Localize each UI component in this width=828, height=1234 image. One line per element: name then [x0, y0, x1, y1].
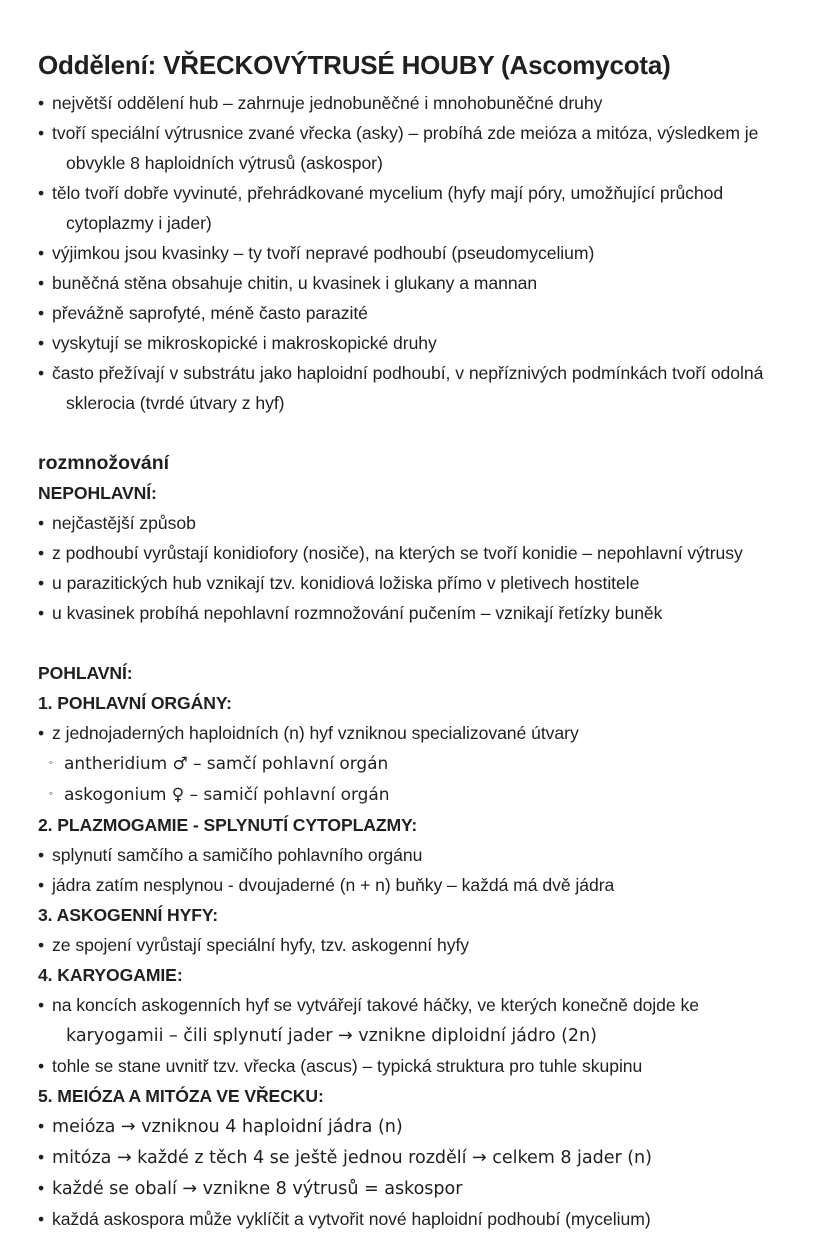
list-item: [38, 1204, 790, 1234]
bullet-icon: •: [38, 363, 45, 383]
list-item: [38, 718, 790, 748]
list-item-text: na koncích askogenních hyf se vytvářejí takové háčky, ve kterých konečně dojde ke: [52, 995, 699, 1015]
list-item: [38, 328, 790, 358]
list-item: [38, 870, 790, 900]
list-item-text: vyskytují se mikroskopické i makroskopické druhy: [52, 333, 437, 353]
page-title: Oddělení: VŘECKOVÝTRUSÉ HOUBY (Ascomycota): [38, 50, 671, 80]
list-item-text: často přežívají v substrátu jako haploidní podhoubí, v nepříznivých podmínkách tvoří odolná: [52, 363, 764, 383]
stage-heading-karyogamy: 4. KARYOGAMIE:: [38, 965, 183, 985]
list-item: [38, 1051, 790, 1081]
section-spacer: [38, 628, 790, 658]
list-item-continuation: [38, 208, 790, 238]
stage-heading-sexual-organs: 1. POHLAVNÍ ORGÁNY:: [38, 693, 232, 713]
bullet-icon: •: [38, 1116, 45, 1136]
list-item: [38, 568, 790, 598]
stage-heading-meiosis-mitosis: 5. MEIÓZA A MITÓZA VE VŘECKU:: [38, 1086, 324, 1106]
list-item-text: u parazitických hub vznikají tzv. konidiová ložiska přímo v pletivech hostitele: [52, 573, 640, 593]
list-item-text: každá askospora může vyklíčit a vytvořit nové haploidní podhoubí (mycelium): [52, 1209, 651, 1229]
bullet-icon: •: [38, 93, 45, 113]
bullet-icon: •: [38, 723, 45, 743]
bullet-icon: •: [38, 273, 45, 293]
list-item: [38, 1111, 790, 1142]
bullet-icon: •: [38, 243, 45, 263]
list-item-text: ze spojení vyrůstají speciální hyfy, tzv. askogenní hyfy: [52, 935, 470, 955]
sub-list-item-text: antheridium ♂ – samčí pohlavní orgán: [64, 754, 389, 774]
list-item: [38, 990, 790, 1020]
list-item-text: sklerocia (tvrdé útvary z hyf): [66, 393, 285, 413]
list-item-text: každé se obalí → vznikne 8 výtrusů = askospor: [52, 1179, 463, 1199]
list-item: [38, 1173, 790, 1204]
bullet-icon: •: [38, 935, 45, 955]
stage-2-list: [38, 840, 790, 900]
list-item-text: tělo tvoří dobře vyvinuté, přehrádkované mycelium (hyfy mají póry, umožňující průchod: [52, 183, 724, 203]
sub-list-item: [38, 748, 790, 779]
bullet-icon: •: [38, 333, 45, 353]
stage-4-list: [38, 990, 790, 1081]
list-item-text: nejčastější způsob: [52, 513, 196, 533]
bullet-icon: •: [38, 875, 45, 895]
stage-heading-ascogenous-hyphae: 3. ASKOGENNÍ HYFY:: [38, 905, 219, 925]
intro-bullet-list: [38, 88, 790, 418]
list-item-text: výjimkou jsou kvasinky – ty tvoří nepravé podhoubí (pseudomycelium): [52, 243, 595, 263]
bullet-icon: •: [38, 573, 45, 593]
stage-5-list: [38, 1111, 790, 1234]
list-item-text: jádra zatím nesplynou - dvoujaderné (n + n) buňky – každá má dvě jádra: [52, 875, 615, 895]
sub-list-item: [38, 779, 790, 810]
bullet-icon: •: [38, 513, 45, 533]
sub-bullet-icon: ◦: [49, 757, 53, 769]
stage-heading-plasmogamy: 2. PLAZMOGAMIE - SPLYNUTÍ CYTOPLAZMY:: [38, 815, 418, 835]
bullet-icon: •: [38, 1209, 45, 1229]
bullet-icon: •: [38, 845, 45, 865]
list-item: [38, 840, 790, 870]
bullet-icon: •: [38, 1147, 45, 1167]
list-item-text: největší oddělení hub – zahrnuje jednobuněčné i mnohobuněčné druhy: [52, 93, 603, 113]
stage-1-list: [38, 718, 790, 810]
list-item-continuation: [38, 1020, 790, 1051]
list-item: [38, 118, 790, 148]
bullet-icon: •: [38, 123, 45, 143]
list-item-text: obvykle 8 haploidních výtrusů (askospor): [66, 153, 383, 173]
bullet-icon: •: [38, 603, 45, 623]
list-item: [38, 298, 790, 328]
list-item: [38, 238, 790, 268]
list-item-text: meióza → vzniknou 4 haploidní jádra (n): [52, 1117, 403, 1137]
asexual-bullet-list: [38, 508, 790, 628]
list-item-text: z podhoubí vyrůstají konidiofory (nosiče), na kterých se tvoří konidie – nepohlavní výtrusy: [52, 543, 743, 563]
bullet-icon: •: [38, 543, 45, 563]
stage-3-list: [38, 930, 790, 960]
list-item: [38, 268, 790, 298]
list-item-text: buněčná stěna obsahuje chitin, u kvasinek i glukany a mannan: [52, 273, 538, 293]
list-item-text: mitóza → každé z těch 4 se ještě jednou rozdělí → celkem 8 jader (n): [52, 1148, 652, 1168]
list-item: [38, 88, 790, 118]
list-item: [38, 930, 790, 960]
list-item-text: převážně saprofyté, méně často parazité: [52, 303, 368, 323]
list-item: [38, 538, 790, 568]
sub-list-item-text: askogonium ♀ – samičí pohlavní orgán: [64, 785, 390, 805]
list-item-text: cytoplazmy i jader): [66, 213, 212, 233]
list-item: [38, 1142, 790, 1173]
section-spacer: [38, 418, 790, 448]
list-item: [38, 358, 790, 388]
bullet-icon: •: [38, 303, 45, 323]
sub-bullet-icon: ◦: [49, 788, 53, 800]
list-item-text: karyogamii – čili splynutí jader → vznikne diploidní jádro (2n): [66, 1026, 597, 1046]
section-heading-reproduction: rozmnožování: [38, 452, 170, 474]
list-item-continuation: [38, 148, 790, 178]
subsection-heading-sexual: POHLAVNÍ:: [38, 663, 133, 683]
list-item-text: splynutí samčího a samičího pohlavního orgánu: [52, 845, 423, 865]
bullet-icon: •: [38, 995, 45, 1015]
bullet-icon: •: [38, 183, 45, 203]
list-item-text: tohle se stane uvnitř tzv. vřecka (ascus) – typická struktura pro tuhle skupinu: [52, 1056, 643, 1076]
list-item: [38, 178, 790, 208]
list-item: [38, 508, 790, 538]
bullet-icon: •: [38, 1056, 45, 1076]
list-item-text: u kvasinek probíhá nepohlavní rozmnožování pučením – vznikají řetízky buněk: [52, 603, 663, 623]
list-item-text: tvoří speciální výtrusnice zvané vřecka (asky) – probíhá zde meióza a mitóza, výsledkem je: [52, 123, 759, 143]
subsection-heading-asexual: NEPOHLAVNÍ:: [38, 483, 157, 503]
list-item-continuation: [38, 388, 790, 418]
list-item-text: z jednojaderných haploidních (n) hyf vzniknou specializované útvary: [52, 723, 579, 743]
bullet-icon: •: [38, 1178, 45, 1198]
list-item: [38, 598, 790, 628]
